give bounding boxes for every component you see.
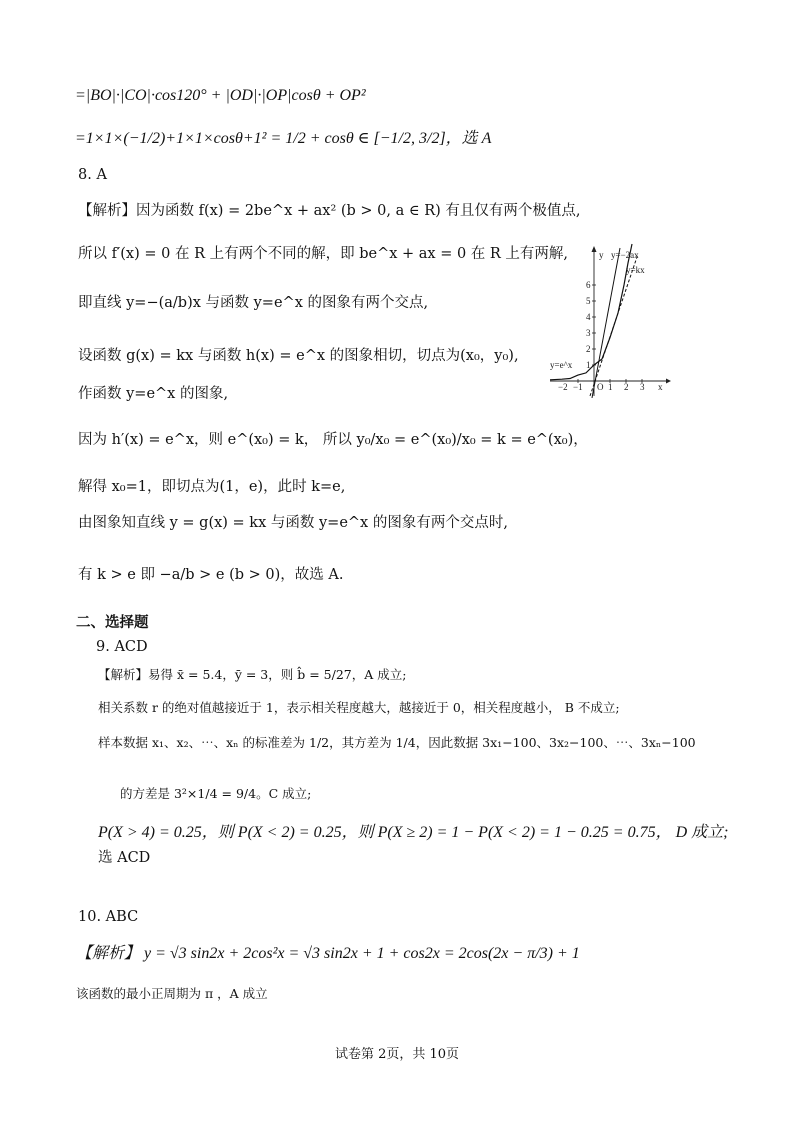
q9-conclusion: 选 ACD	[98, 850, 151, 866]
y-axis-label: y	[599, 250, 604, 260]
y-tick-label: 6	[586, 280, 591, 290]
origin-label: O	[597, 382, 604, 392]
q8-analysis-line-8: 由图象知直线 y = g(x) = kx 与函数 y=e^x 的图象有两个交点时,	[78, 515, 508, 531]
x-axis-arrow	[666, 379, 671, 384]
q8-analysis-line-4: 设函数 g(x) = kx 与函数 h(x) = e^x 的图象相切，切点为(x₀，y₀),	[78, 348, 519, 364]
x-tick-label: 1	[608, 382, 613, 392]
line-neg2ax-label: y=−2ax	[611, 250, 639, 260]
exponential-tangent-graph	[548, 238, 674, 398]
x-tick-label: 2	[624, 382, 629, 392]
y-tick-label: 3	[586, 328, 591, 338]
q9-analysis-line-4: 的方差是 3²×1/4 = 9/4。C 成立;	[120, 786, 312, 801]
question-10-answer: 10. ABC	[78, 909, 139, 925]
text-line-dot-product-result: =1×1×(−1/2)+1×1×cosθ+1² = 1/2 + cosθ ∈ [−1/2, 3/2]，选 A	[75, 130, 492, 147]
y-tick-label: 2	[586, 344, 591, 354]
line-kx-label: y=kx	[626, 265, 645, 275]
q9-analysis-line-1: 【解析】易得 x̄ = 5.4，ȳ = 3，则 b̂ = 5/27，A 成立;	[98, 667, 407, 682]
page-footer: 试卷第 2页，共 10页	[334, 1047, 460, 1062]
section-heading-multiple-choice: 二、选择题	[76, 614, 149, 631]
x-tick-label: −2	[558, 382, 568, 392]
q9-analysis-line-2: 相关系数 r 的绝对值越接近于 1，表示相关程度越大，越接近于 0，相关程度越小， B 不成立;	[98, 700, 620, 715]
q9-analysis-line-5: P(X > 4) = 0.25，则 P(X < 2) = 0.25，则 P(X ≥ 2) = 1 − P(X < 2) = 1 − 0.25 = 0.75， D 成立;	[98, 824, 729, 841]
q8-analysis-line-7: 解得 x₀=1，即切点为(1，e)，此时 k=e,	[78, 479, 346, 495]
q8-analysis-line-5: 作函数 y=e^x 的图象,	[78, 386, 229, 402]
x-tick-label: −1	[573, 382, 583, 392]
q9-analysis-line-3: 样本数据 x₁、x₂、⋯、xₙ 的标准差为 1/2，其方差为 1/4，因此数据 3x₁−100、3x₂−100、⋯、3xₙ−100	[98, 735, 696, 750]
q8-analysis-line-6: 因为 h′(x) = e^x，则 e^(x₀) = k， 所以 y₀/x₀ = e^(x₀)/x₀ = k = e^(x₀)，	[78, 432, 588, 448]
q8-analysis-line-1: 【解析】因为函数 f(x) = 2be^x + ax² (b > 0, a ∈ R) 有且仅有两个极值点,	[78, 203, 581, 219]
text-line-dot-product-expansion: =|BO|·|CO|·cos120° + |OD|·|OP|cosθ + OP²	[75, 87, 366, 104]
question-9-answer: 9. ACD	[96, 639, 148, 655]
y-tick-label: 4	[586, 312, 591, 322]
curve-label: y=e^x	[550, 360, 573, 370]
q8-analysis-line-9: 有 k > e 即 −a/b > e (b > 0)，故选 A.	[78, 567, 344, 583]
y-axis-arrow	[592, 246, 597, 252]
q8-analysis-line-3: 即直线 y=−(a/b)x 与函数 y=e^x 的图象有两个交点,	[78, 295, 429, 311]
question-8-answer: 8. A	[78, 167, 107, 183]
x-axis-label: x	[658, 382, 663, 392]
y-tick-label: 1	[586, 360, 591, 370]
q10-analysis-line-1: 【解析】 y = √3 sin2x + 2cos²x = √3 sin2x + 1 + cos2x = 2cos(2x − π/3) + 1	[76, 945, 580, 962]
x-tick-label: 3	[640, 382, 645, 392]
q8-analysis-line-2: 所以 f′(x) = 0 在 R 上有两个不同的解，即 be^x + ax = 0 在 R 上有两解,	[78, 246, 569, 262]
line-neg2ax	[592, 248, 620, 398]
q10-analysis-line-2: 该函数的最小正周期为 π ，A 成立	[76, 986, 268, 1001]
y-tick-label: 5	[586, 296, 591, 306]
